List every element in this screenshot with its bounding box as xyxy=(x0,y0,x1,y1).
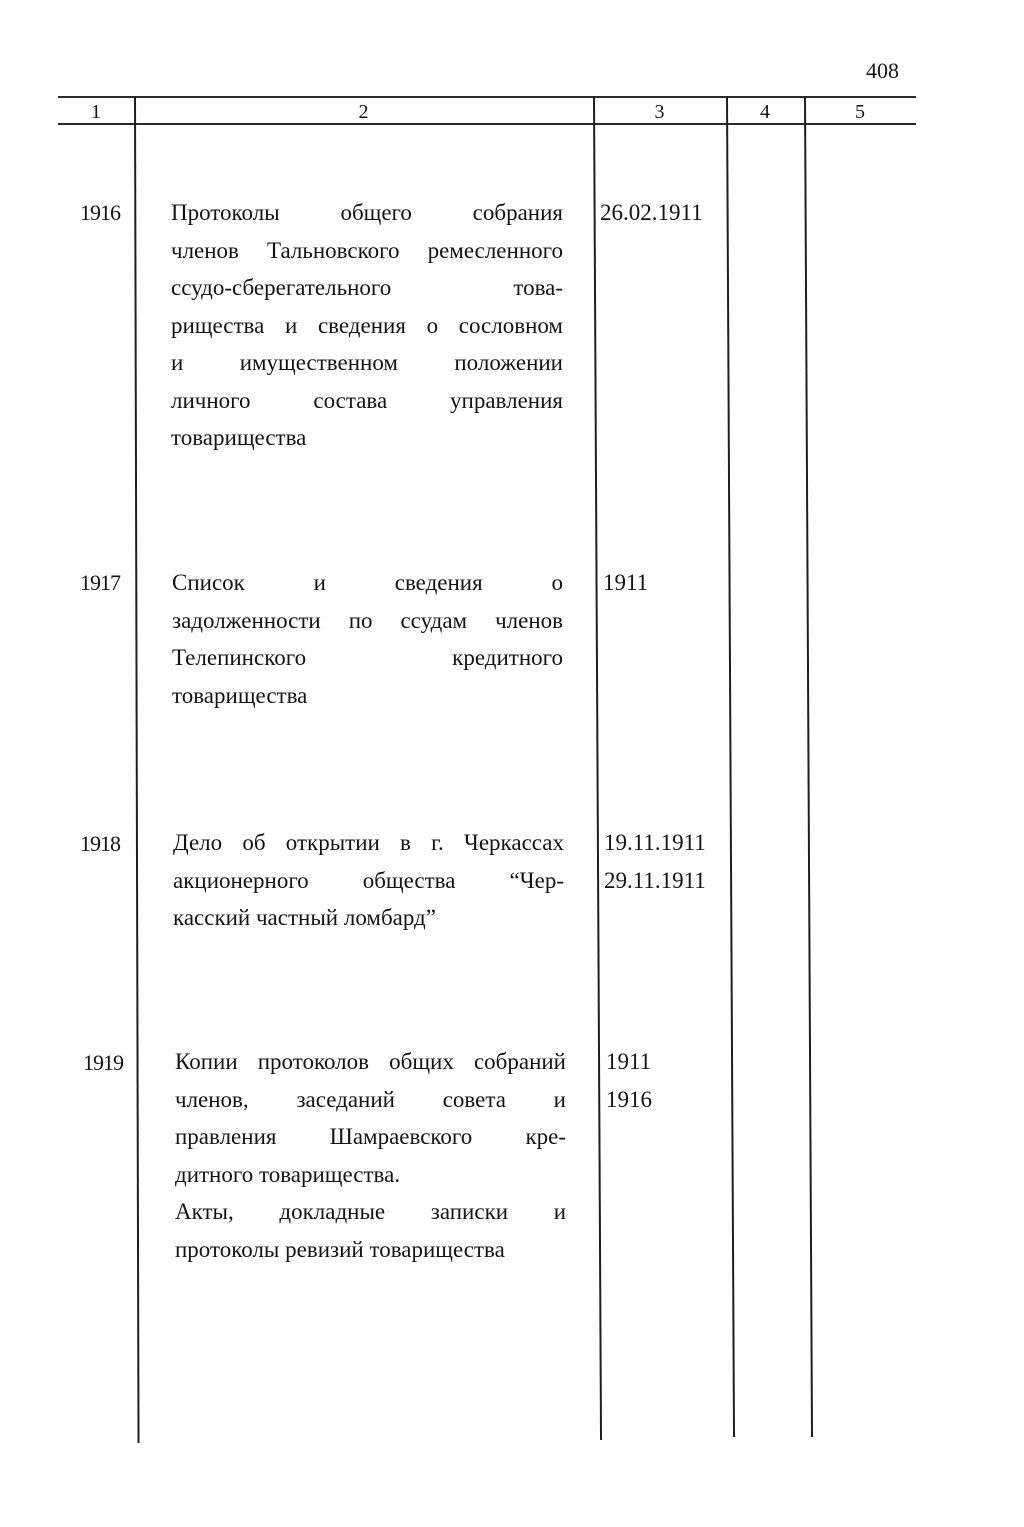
row-description xyxy=(173,824,564,937)
header-col-2: 2 xyxy=(358,101,369,123)
description-line: и имущественном положении xyxy=(171,350,563,375)
header-col-5: 5 xyxy=(855,101,865,123)
row-number: 1917 xyxy=(80,570,120,595)
header-col-4: 4 xyxy=(760,101,770,123)
column-divider-1-2 xyxy=(134,97,139,1443)
row-description xyxy=(175,1043,566,1268)
description-line: ссудо-сберегательного това- xyxy=(171,275,563,300)
description-line: дитного товарищества. xyxy=(175,1161,401,1187)
row-description xyxy=(171,194,563,457)
description-line: рищества и сведения о сословном xyxy=(171,312,563,338)
row-dates xyxy=(606,1043,652,1118)
description-line: членов, заседаний совета и xyxy=(175,1086,566,1112)
description-line: протоколы ревизий товарищества xyxy=(175,1236,505,1262)
description-line: правления Шамраевского кре- xyxy=(175,1124,566,1149)
header-col-3: 3 xyxy=(654,101,665,123)
description-line: Телепинского кредитного xyxy=(172,645,563,670)
description-line: товарищества xyxy=(171,425,307,450)
description-line: личного состава управления xyxy=(171,387,563,413)
row-description xyxy=(172,564,563,714)
description-line: Копии протоколов общих собраний xyxy=(175,1049,566,1074)
date: 1911 xyxy=(603,570,649,595)
row-number: 1916 xyxy=(80,200,120,225)
date: 19.11.1911 xyxy=(604,830,706,855)
row-dates xyxy=(600,194,703,232)
date: 1911 xyxy=(606,1049,652,1074)
date: 1916 xyxy=(606,1086,652,1112)
header-col-1: 1 xyxy=(91,101,101,123)
table-top-rule xyxy=(58,96,916,98)
description-line: товарищества xyxy=(172,682,308,708)
description-line: Акты, докладные записки и xyxy=(175,1199,566,1224)
page-number: 408 xyxy=(866,58,899,83)
column-divider-4-5 xyxy=(804,97,813,1437)
description-line: касский частный ломбард” xyxy=(173,905,436,930)
row-number: 1919 xyxy=(83,1050,123,1075)
description-line: Дело об открытии в г. Черкассах xyxy=(173,830,564,855)
description-line: задолженности по ссудам членов xyxy=(172,607,563,633)
description-line: членов Тальновского ремесленного xyxy=(171,237,563,263)
row-number: 1918 xyxy=(80,831,120,856)
date: 29.11.1911 xyxy=(604,867,706,893)
column-divider-2-3 xyxy=(593,97,602,1440)
column-divider-3-4 xyxy=(726,97,735,1437)
row-dates xyxy=(603,564,648,602)
row-dates xyxy=(604,824,706,899)
description-line: Протоколы общего собрания xyxy=(171,200,563,225)
description-line: Список и сведения о xyxy=(172,570,563,595)
description-line: акционерного общества “Чер- xyxy=(173,867,564,893)
date: 26.02.1911 xyxy=(600,200,703,225)
